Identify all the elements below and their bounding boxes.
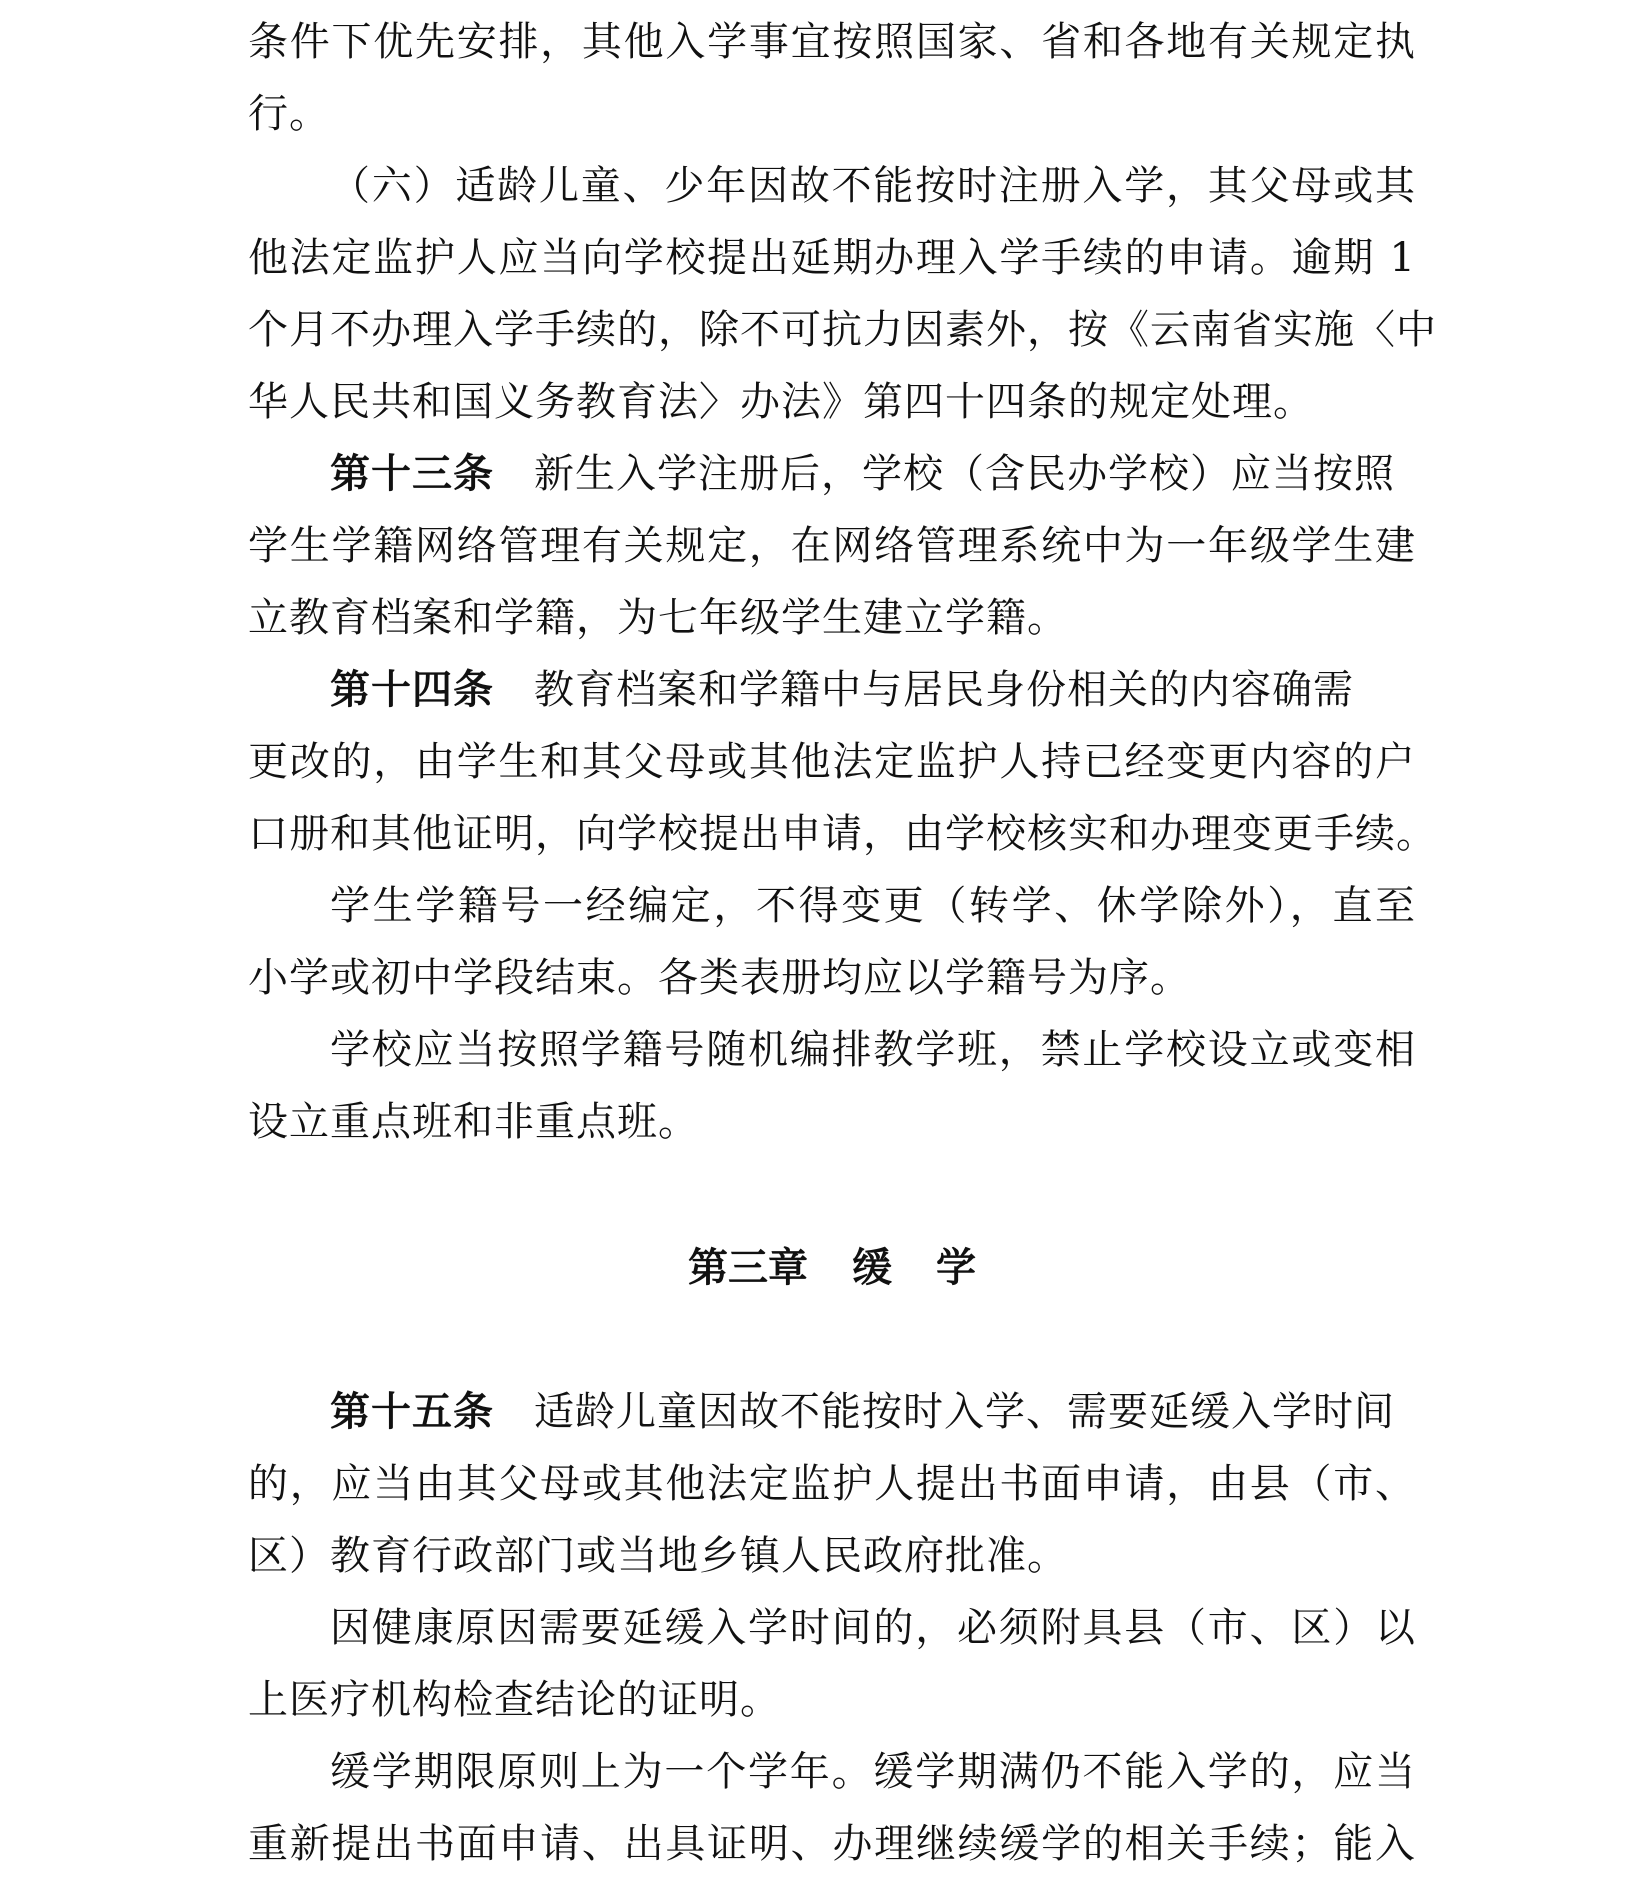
paragraph-line: （六）适龄儿童、少年因故不能按时注册入学，其父母或其 <box>330 163 1416 209</box>
paragraph-line: 他法定监护人应当向学校提出延期办理入学手续的申请。逾期 1 <box>248 235 1416 281</box>
article-text: 新生入学注册后，学校（含民办学校）应当按照 <box>534 451 1395 497</box>
paragraph-line: 重新提出书面申请、出具证明、办理继续缓学的相关手续；能入 <box>248 1821 1416 1867</box>
article-15-first-line <box>330 1376 1416 1448</box>
paragraph-line: 口册和其他证明，向学校提出申请，由学校核实和办理变更手续。 <box>248 811 1437 857</box>
chapter-title-char: 缓 <box>852 1245 892 1291</box>
paragraph-line: 个月不办理入学手续的，除不可抗力因素外，按《云南省实施〈中 <box>248 307 1437 353</box>
paragraph-line: 学生学籍号一经编定，不得变更（转学、休学除外），直至 <box>330 883 1416 929</box>
chapter-title-char: 学 <box>936 1245 976 1291</box>
article-label: 第十三条 <box>330 451 494 497</box>
paragraph-line: 因健康原因需要延缓入学时间的，必须附具县（市、区）以 <box>330 1605 1416 1651</box>
article-label: 第十五条 <box>330 1389 494 1435</box>
chapter-number: 第三章 <box>688 1245 808 1291</box>
article-label: 第十四条 <box>330 667 494 713</box>
paragraph-line: 的，应当由其父母或其他法定监护人提出书面申请，由县（市、 <box>248 1461 1416 1507</box>
paragraph-line: 区）教育行政部门或当地乡镇人民政府批准。 <box>248 1533 1068 1579</box>
paragraph-line: 华人民共和国义务教育法〉办法》第四十四条的规定处理。 <box>248 379 1314 425</box>
paragraph-line: 学生学籍网络管理有关规定，在网络管理系统中为一年级学生建 <box>248 523 1416 569</box>
paragraph-line: 条件下优先安排，其他入学事宜按照国家、省和各地有关规定执 <box>248 19 1416 65</box>
paragraph-line: 行。 <box>248 91 330 137</box>
paragraph-line: 学校应当按照学籍号随机编排教学班，禁止学校设立或变相 <box>330 1027 1416 1073</box>
paragraph-line: 小学或初中学段结束。各类表册均应以学籍号为序。 <box>248 955 1191 1001</box>
chapter-heading <box>248 1232 1416 1304</box>
paragraph-line: 上医疗机构检查结论的证明。 <box>248 1677 781 1723</box>
article-text: 适龄儿童因故不能按时入学、需要延缓入学时间 <box>534 1389 1395 1435</box>
paragraph-line: 设立重点班和非重点班。 <box>248 1099 699 1145</box>
paragraph-line: 立教育档案和学籍，为七年级学生建立学籍。 <box>248 595 1068 641</box>
article-text: 教育档案和学籍中与居民身份相关的内容确需 <box>534 667 1354 713</box>
paragraph-line: 更改的，由学生和其父母或其他法定监护人持已经变更内容的户 <box>248 739 1416 785</box>
article-14-first-line <box>330 654 1416 726</box>
article-13-first-line <box>330 438 1416 510</box>
paragraph-line: 缓学期限原则上为一个学年。缓学期满仍不能入学的，应当 <box>330 1749 1416 1795</box>
